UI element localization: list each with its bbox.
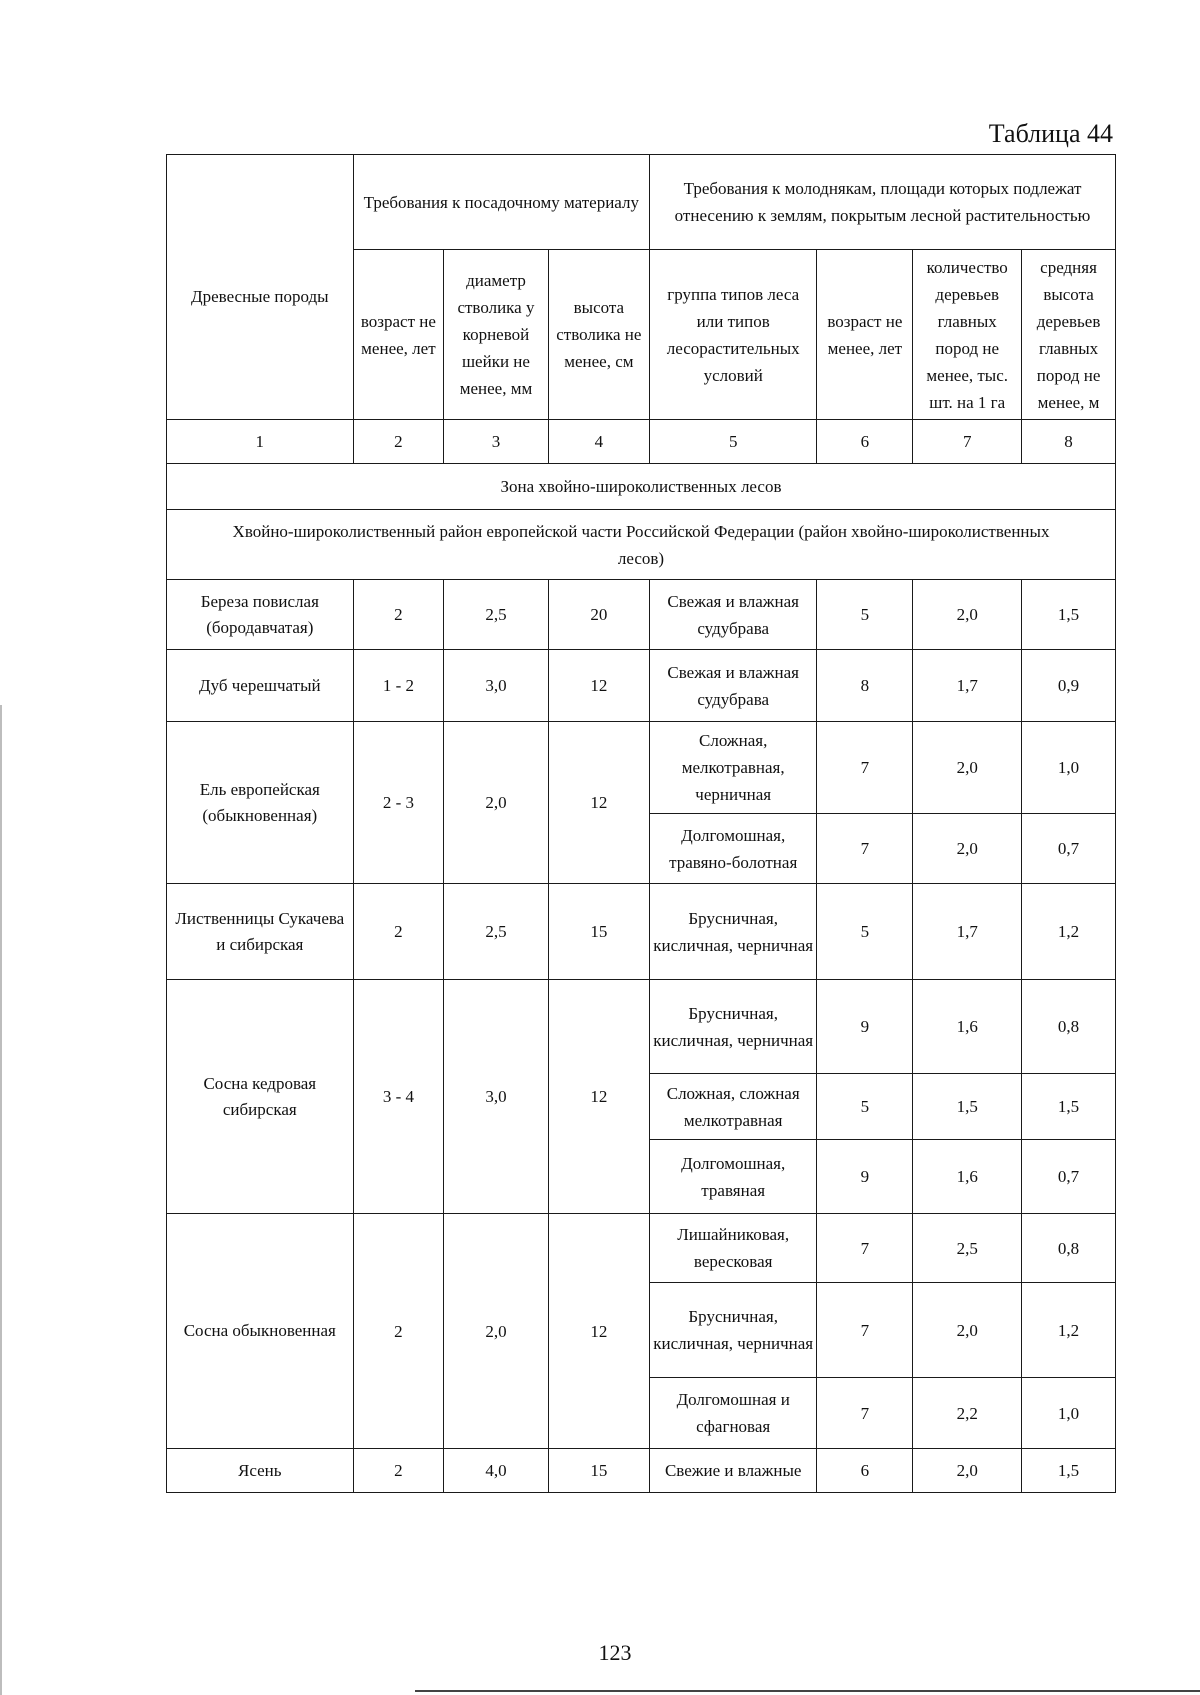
young-age: 7 (817, 722, 913, 814)
tree-count: 1,7 (913, 650, 1022, 722)
zone-row (167, 464, 1116, 510)
scan-margin-line (0, 705, 2, 1695)
column-number: 1 (167, 420, 354, 464)
planting-diameter: 3,0 (444, 980, 548, 1214)
table-row (167, 580, 1116, 650)
forest-type: Свежие и влажные (650, 1449, 817, 1493)
species-name: Дуб черешчатый (167, 650, 354, 722)
young-age: 7 (817, 1283, 913, 1378)
region-title: Хвойно-широколиственный район европейской части Российской Федерации (район хвойно-широколиственных лесов) (167, 510, 1116, 580)
planting-age: 3 - 4 (353, 980, 444, 1214)
column-number: 4 (548, 420, 649, 464)
planting-age: 2 - 3 (353, 722, 444, 884)
planting-height: 15 (548, 1449, 649, 1493)
planting-height: 15 (548, 884, 649, 980)
young-age: 7 (817, 814, 913, 884)
avg-height: 1,5 (1022, 1449, 1116, 1493)
zone-title: Зона хвойно-широколиственных лесов (167, 464, 1116, 510)
planting-diameter: 2,0 (444, 1214, 548, 1449)
tree-count: 1,6 (913, 1140, 1022, 1214)
table-row (167, 650, 1116, 722)
avg-height: 0,8 (1022, 1214, 1116, 1283)
young-age: 5 (817, 884, 913, 980)
forest-type: Свежая и влажная судубрава (650, 580, 817, 650)
planting-age: 2 (353, 1449, 444, 1493)
column-number: 6 (817, 420, 913, 464)
forest-type: Долгомошная, травяно-болотная (650, 814, 817, 884)
table-row (167, 884, 1116, 980)
species-name: Береза повислая (бородавчатая) (167, 580, 354, 650)
header-species: Древесные породы (167, 155, 354, 420)
young-age: 8 (817, 650, 913, 722)
table-row (167, 980, 1116, 1074)
avg-height: 1,0 (1022, 1378, 1116, 1449)
forest-type: Брусничная, кисличная, черничная (650, 1283, 817, 1378)
species-name: Сосна обыкновенная (167, 1214, 354, 1449)
page-number: 123 (598, 1640, 632, 1665)
tree-count: 2,0 (913, 722, 1022, 814)
planting-diameter: 4,0 (444, 1449, 548, 1493)
avg-height: 0,9 (1022, 650, 1116, 722)
planting-diameter: 2,0 (444, 722, 548, 884)
table-row (167, 1214, 1116, 1283)
planting-height: 12 (548, 980, 649, 1214)
species-name: Ель европейская (обыкновенная) (167, 722, 354, 884)
young-age: 5 (817, 1074, 913, 1140)
header-col-forest-type: группа типов леса или типов лесорастительных условий (650, 250, 817, 420)
tree-count: 2,0 (913, 580, 1022, 650)
tree-count: 2,2 (913, 1378, 1022, 1449)
table-row (167, 722, 1116, 814)
column-number: 5 (650, 420, 817, 464)
header-col-diameter: диаметр стволика у корневой шейки не менее, мм (444, 250, 548, 420)
forest-type: Брусничная, кисличная, черничная (650, 884, 817, 980)
planting-height: 12 (548, 650, 649, 722)
table-row (167, 1449, 1116, 1493)
planting-diameter: 2,5 (444, 884, 548, 980)
column-number: 8 (1022, 420, 1116, 464)
planting-height: 20 (548, 580, 649, 650)
planting-diameter: 2,5 (444, 580, 548, 650)
forest-type: Свежая и влажная судубрава (650, 650, 817, 722)
header-col-avg-height: средняя высота деревьев главных пород не менее, м (1022, 250, 1116, 420)
forest-type: Долгомошная, травяная (650, 1140, 817, 1214)
tree-count: 1,6 (913, 980, 1022, 1074)
avg-height: 1,0 (1022, 722, 1116, 814)
column-numbers-row (167, 420, 1116, 464)
header-young-stands: Требования к молоднякам, площади которых подлежат отнесению к землям, покрытым лесной растительностью (650, 155, 1116, 250)
header-planting-material: Требования к посадочному материалу (353, 155, 649, 250)
young-age: 9 (817, 980, 913, 1074)
tree-count: 2,0 (913, 814, 1022, 884)
column-number: 2 (353, 420, 444, 464)
tree-count: 1,7 (913, 884, 1022, 980)
header-col-young-age: возраст не менее, лет (817, 250, 913, 420)
planting-age: 1 - 2 (353, 650, 444, 722)
planting-height: 12 (548, 1214, 649, 1449)
species-name: Ясень (167, 1449, 354, 1493)
avg-height: 1,2 (1022, 1283, 1116, 1378)
species-name: Сосна кедровая сибирская (167, 980, 354, 1214)
forest-type: Долгомошная и сфагновая (650, 1378, 817, 1449)
tree-count: 1,5 (913, 1074, 1022, 1140)
young-age: 9 (817, 1140, 913, 1214)
avg-height: 0,7 (1022, 1140, 1116, 1214)
forest-type: Лишайниковая, вересковая (650, 1214, 817, 1283)
seedling-requirements-table (166, 154, 1116, 1493)
column-number: 3 (444, 420, 548, 464)
planting-age: 2 (353, 580, 444, 650)
planting-diameter: 3,0 (444, 650, 548, 722)
avg-height: 1,5 (1022, 580, 1116, 650)
header-col-tree-count: количество деревьев главных пород не менее, тыс. шт. на 1 га (913, 250, 1022, 420)
avg-height: 1,2 (1022, 884, 1116, 980)
planting-age: 2 (353, 884, 444, 980)
forest-type: Сложная, мелкотравная, черничная (650, 722, 817, 814)
header-row-groups (167, 155, 1116, 250)
header-col-age: возраст не менее, лет (353, 250, 444, 420)
column-number: 7 (913, 420, 1022, 464)
young-age: 5 (817, 580, 913, 650)
region-row (167, 510, 1116, 580)
planting-age: 2 (353, 1214, 444, 1449)
tree-count: 2,0 (913, 1283, 1022, 1378)
tree-count: 2,5 (913, 1214, 1022, 1283)
forest-type: Сложная, сложная мелкотравная (650, 1074, 817, 1140)
forest-type: Брусничная, кисличная, черничная (650, 980, 817, 1074)
table-caption: Таблица 44 (988, 119, 1113, 148)
header-col-height: высота стволика не менее, см (548, 250, 649, 420)
young-age: 6 (817, 1449, 913, 1493)
young-age: 7 (817, 1214, 913, 1283)
avg-height: 1,5 (1022, 1074, 1116, 1140)
scan-bottom-line (415, 1690, 1200, 1692)
avg-height: 0,8 (1022, 980, 1116, 1074)
planting-height: 12 (548, 722, 649, 884)
tree-count: 2,0 (913, 1449, 1022, 1493)
avg-height: 0,7 (1022, 814, 1116, 884)
young-age: 7 (817, 1378, 913, 1449)
species-name: Лиственницы Сукачева и сибирская (167, 884, 354, 980)
